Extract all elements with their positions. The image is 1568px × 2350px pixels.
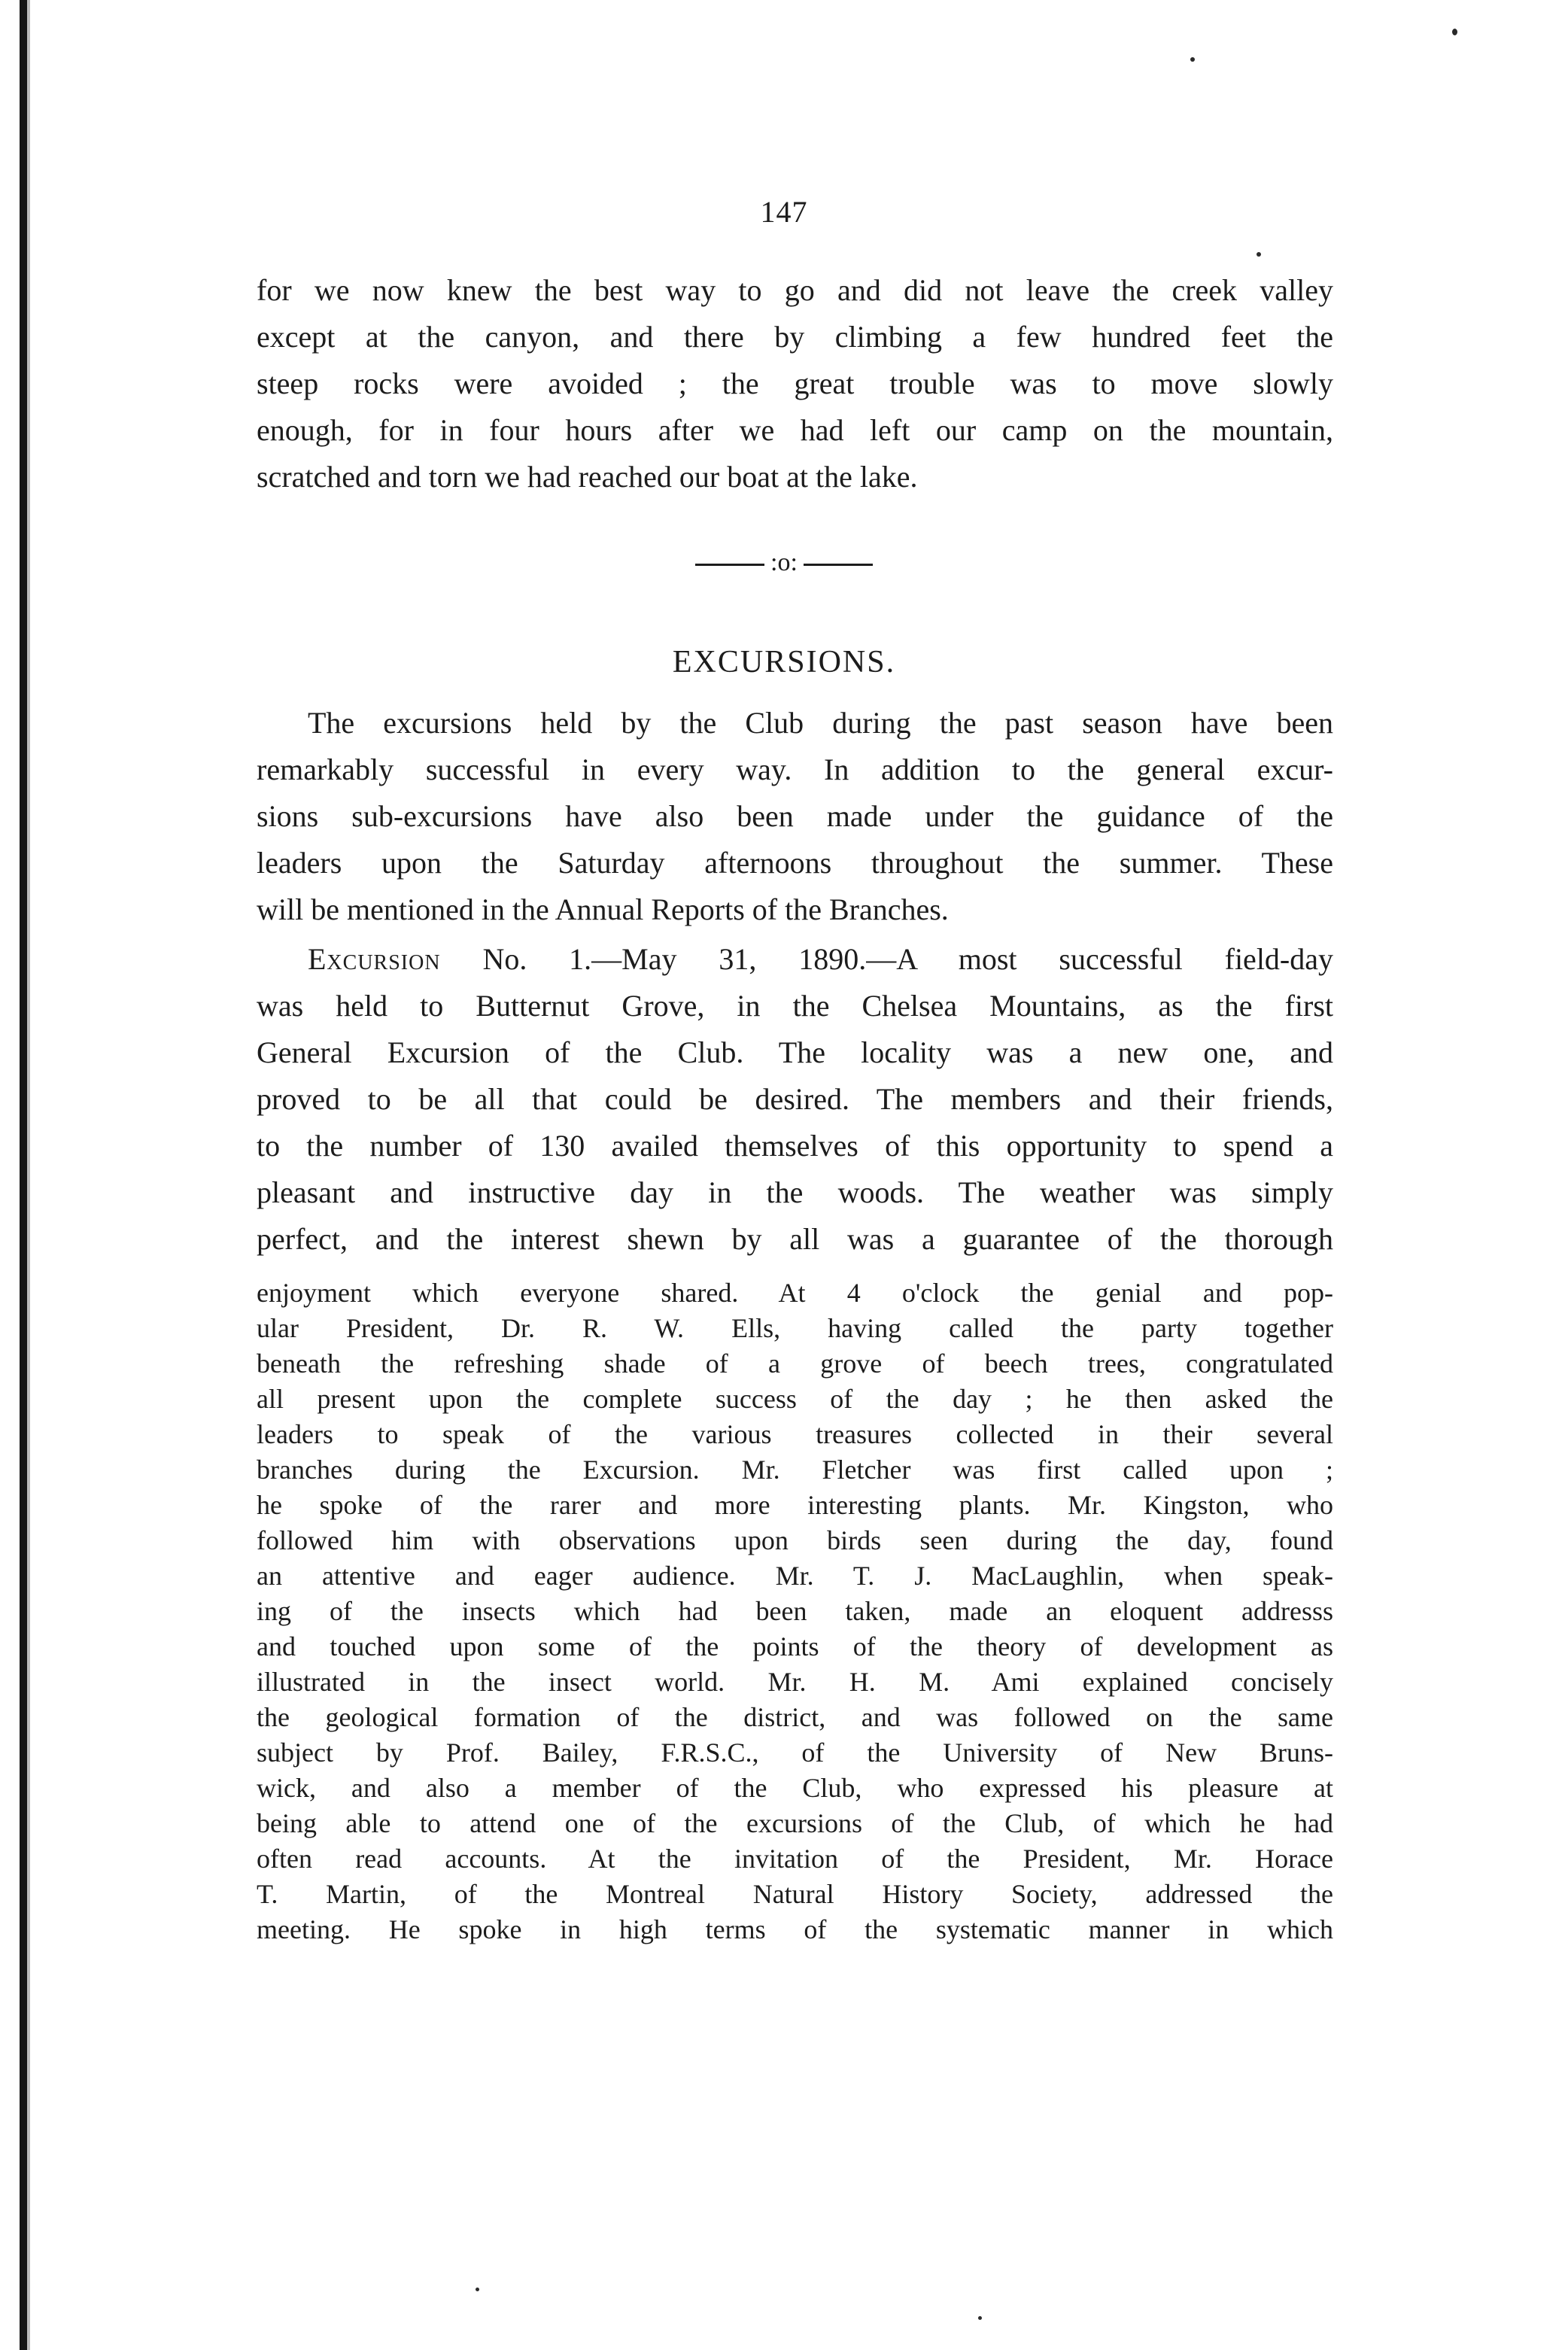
divider-rule-right (804, 564, 873, 566)
text-line: to the number of 130 availed themselves of this opportunity to spend a (257, 1129, 1333, 1163)
scan-speck (1452, 29, 1457, 35)
text-line: and touched upon some of the points of the theory of development as (257, 1631, 1333, 1661)
text-line: beneath the refreshing shade of a grove of beech trees, congratulated (257, 1348, 1333, 1379)
text-line: steep rocks were avoided ; the great trouble was to move slowly (257, 366, 1333, 400)
text-line: except at the canyon, and there by climbing a few hundred feet the (257, 320, 1333, 354)
divider-ornament: :o: (770, 549, 798, 576)
text-line: ular President, Dr. R. W. Ells, having called the party together (257, 1313, 1333, 1343)
text-line: the geological formation of the district, and was followed on the same (257, 1702, 1333, 1732)
excursion-first-line-text: No. 1.—May 31, 1890.—A most successful field-day (482, 942, 1334, 976)
text-line: being able to attend one of the excursions of the Club, of which he had (257, 1808, 1333, 1838)
intro-paragraph (257, 700, 1333, 933)
excursion-1-paragraph (257, 936, 1333, 1263)
text-line: wick, and also a member of the Club, who expressed his pleasure at (257, 1773, 1333, 1803)
text-line: scratched and torn we had reached our boat at the lake. (257, 460, 918, 494)
section-heading: EXCURSIONS. (672, 645, 896, 679)
text-line: leaders to speak of the various treasures collected in their several (257, 1419, 1333, 1449)
scan-speck (1190, 57, 1195, 62)
text-line: often read accounts. At the invitation of the President, Mr. Horace (257, 1844, 1333, 1874)
text-line: leaders upon the Saturday afternoons throughout the summer. These (257, 846, 1333, 880)
scan-speck (1257, 252, 1261, 257)
text-line: was held to Butternut Grove, in the Chelsea Mountains, as the first (257, 989, 1333, 1023)
text-line: branches during the Excursion. Mr. Fletcher was first called upon ; (257, 1455, 1333, 1485)
text-line: illustrated in the insect world. Mr. H. M. Ami explained concisely (257, 1667, 1333, 1697)
excursion-1-first-line (257, 936, 1333, 983)
text-line: will be mentioned in the Annual Reports of the Branches. (257, 892, 949, 926)
continuation-paragraph (257, 267, 1333, 500)
text-line: General Excursion of the Club. The locality was a new one, and (257, 1035, 1333, 1069)
text-line: enough, for in four hours after we had left our camp on the mountain, (257, 413, 1333, 447)
excursion-1-continued (257, 1275, 1333, 1947)
text-line: T. Martin, of the Montreal Natural History Society, addressed the (257, 1879, 1333, 1909)
text-line: pleasant and instructive day in the woods. The weather was simply (257, 1175, 1333, 1209)
divider-rule-left (695, 564, 764, 566)
text-line: meeting. He spoke in high terms of the systematic manner in which (257, 1914, 1333, 1944)
text-line: an attentive and eager audience. Mr. T. J. MacLaughlin, when speak- (257, 1561, 1333, 1591)
text-line: sions sub-excursions have also been made under the guidance of the (257, 799, 1333, 833)
scan-speck (476, 2288, 479, 2291)
page-number: 147 (760, 195, 808, 229)
scan-speck (978, 2316, 982, 2320)
scan-binding-edge (20, 0, 27, 2350)
section-divider (0, 548, 1568, 578)
text-line: ing of the insects which had been taken, made an eloquent addresss (257, 1596, 1333, 1626)
text-line: proved to be all that could be desired. The members and their friends, (257, 1082, 1333, 1116)
text-line: followed him with observations upon birds seen during the day, found (257, 1525, 1333, 1555)
text-line: he spoke of the rarer and more interesting plants. Mr. Kingston, who (257, 1490, 1333, 1520)
text-line: for we now knew the best way to go and did not leave the creek valley (257, 273, 1333, 307)
excursion-label: Excursion (308, 942, 441, 976)
text-line: all present upon the complete success of the day ; he then asked the (257, 1384, 1333, 1414)
text-line: The excursions held by the Club during the past season have been (308, 706, 1333, 740)
scan-binding-shadow (27, 0, 30, 2350)
text-line: enjoyment which everyone shared. At 4 o'clock the genial and pop- (257, 1278, 1333, 1308)
text-line: remarkably successful in every way. In addition to the general excur- (257, 752, 1333, 786)
text-line: perfect, and the interest shewn by all was a guarantee of the thorough (257, 1222, 1333, 1256)
text-line: subject by Prof. Bailey, F.R.S.C., of the University of New Bruns- (257, 1737, 1333, 1768)
